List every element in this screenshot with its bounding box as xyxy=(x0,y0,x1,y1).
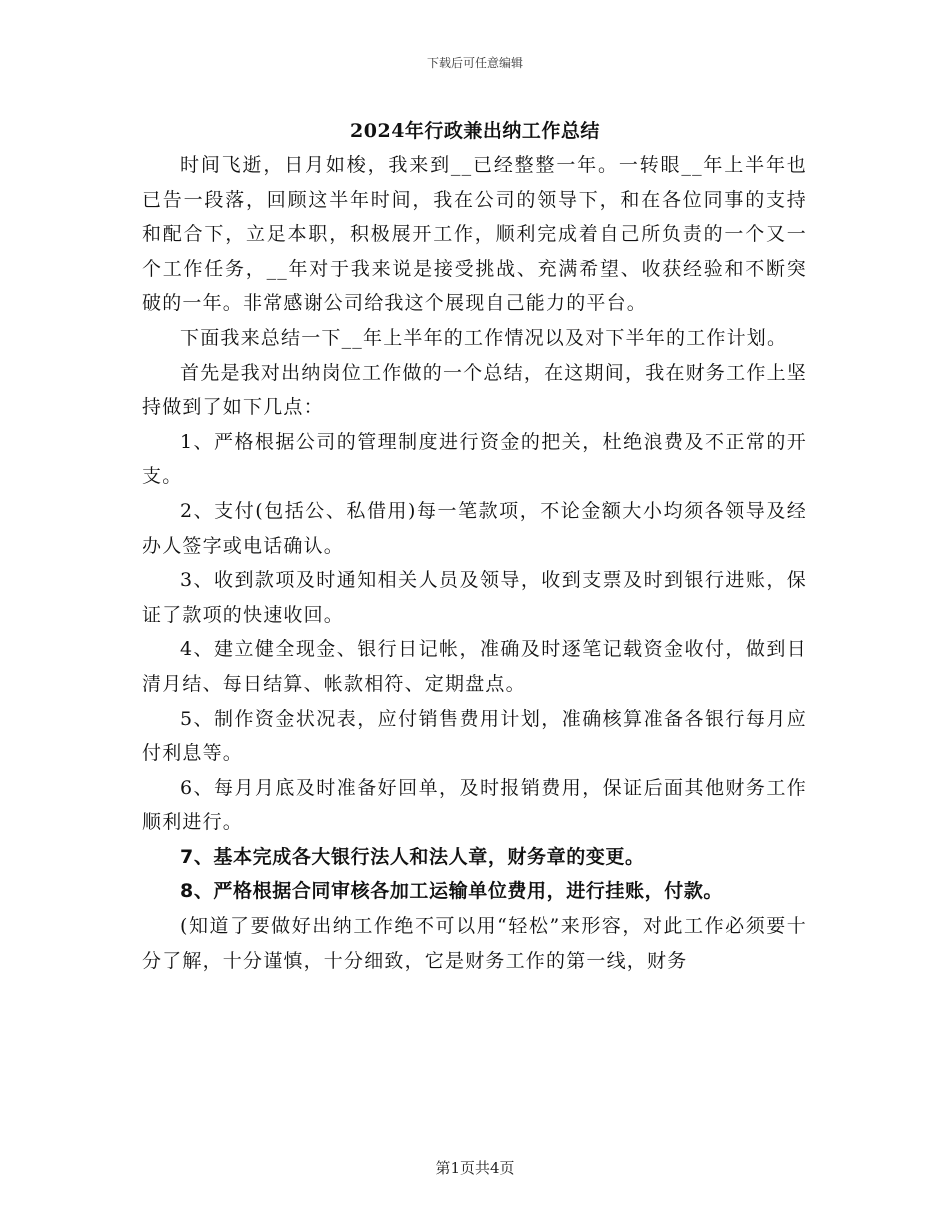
list-item-1: 1、严格根据公司的管理制度进行资金的把关，杜绝浪费及不正常的开支。 xyxy=(142,430,807,488)
document-body xyxy=(142,148,807,978)
paragraph-intro: 时间飞逝，日月如梭，我来到__已经整整一年。一转眼__年上半年也已告一段落，回顾这半年时间，我在公司的领导下，和在各位同事的支持和配合下，立足本职，积极展开工作，顺利完成着自己所负责的一个又一个工作任务，__年对于我来说是接受挑战、充满希望、收获经验和不断突破的一年。非常感谢公司给我这个展现自己能力的平台。 xyxy=(142,154,807,315)
list-item-6: 6、每月月底及时准备好回单，及时报销费用，保证后面其他财务工作顺利进行。 xyxy=(142,776,807,834)
page-header-note: 下载后可任意编辑 xyxy=(426,56,523,70)
document-title: 2024年行政兼出纳工作总结 xyxy=(350,120,600,142)
list-item-8: 8、严格根据合同审核各加工运输单位费用，进行挂账，付款。 xyxy=(180,880,724,903)
paragraph-reflection: (知道了要做好出纳工作绝不可以用“轻松”来形容，对此工作必须要十分了解，十分谨慎，十分细致，它是财务工作的第一线，财务 xyxy=(142,915,807,972)
list-item-5: 5、制作资金状况表，应付销售费用计划，准确核算准备各银行每月应付利息等。 xyxy=(142,707,807,765)
list-item-3: 3、收到款项及时通知相关人员及领导，收到支票及时到银行进账，保证了款项的快速收回。 xyxy=(142,569,807,626)
list-item-2: 2、支付(包括公、私借用)每一笔款项，不论金额大小均须各领导及经办人签字或电话确认。 xyxy=(142,499,807,557)
list-item-7: 7、基本完成各大银行法人和法人章，财务章的变更。 xyxy=(180,845,645,868)
paragraph-summary-plan: 下面我来总结一下__年上半年的工作情况以及对下半年的工作计划。 xyxy=(180,326,788,349)
list-item-4: 4、建立健全现金、银行日记帐，准确及时逐笔记载资金收付，做到日清月结、每日结算、帐款相符、定期盘点。 xyxy=(142,638,807,695)
paragraph-cashier-summary: 首先是我对出纳岗位工作做的一个总结，在这期间，我在财务工作上坚持做到了如下几点： xyxy=(142,361,807,419)
page-number: 第1页共4页 xyxy=(435,1159,515,1177)
